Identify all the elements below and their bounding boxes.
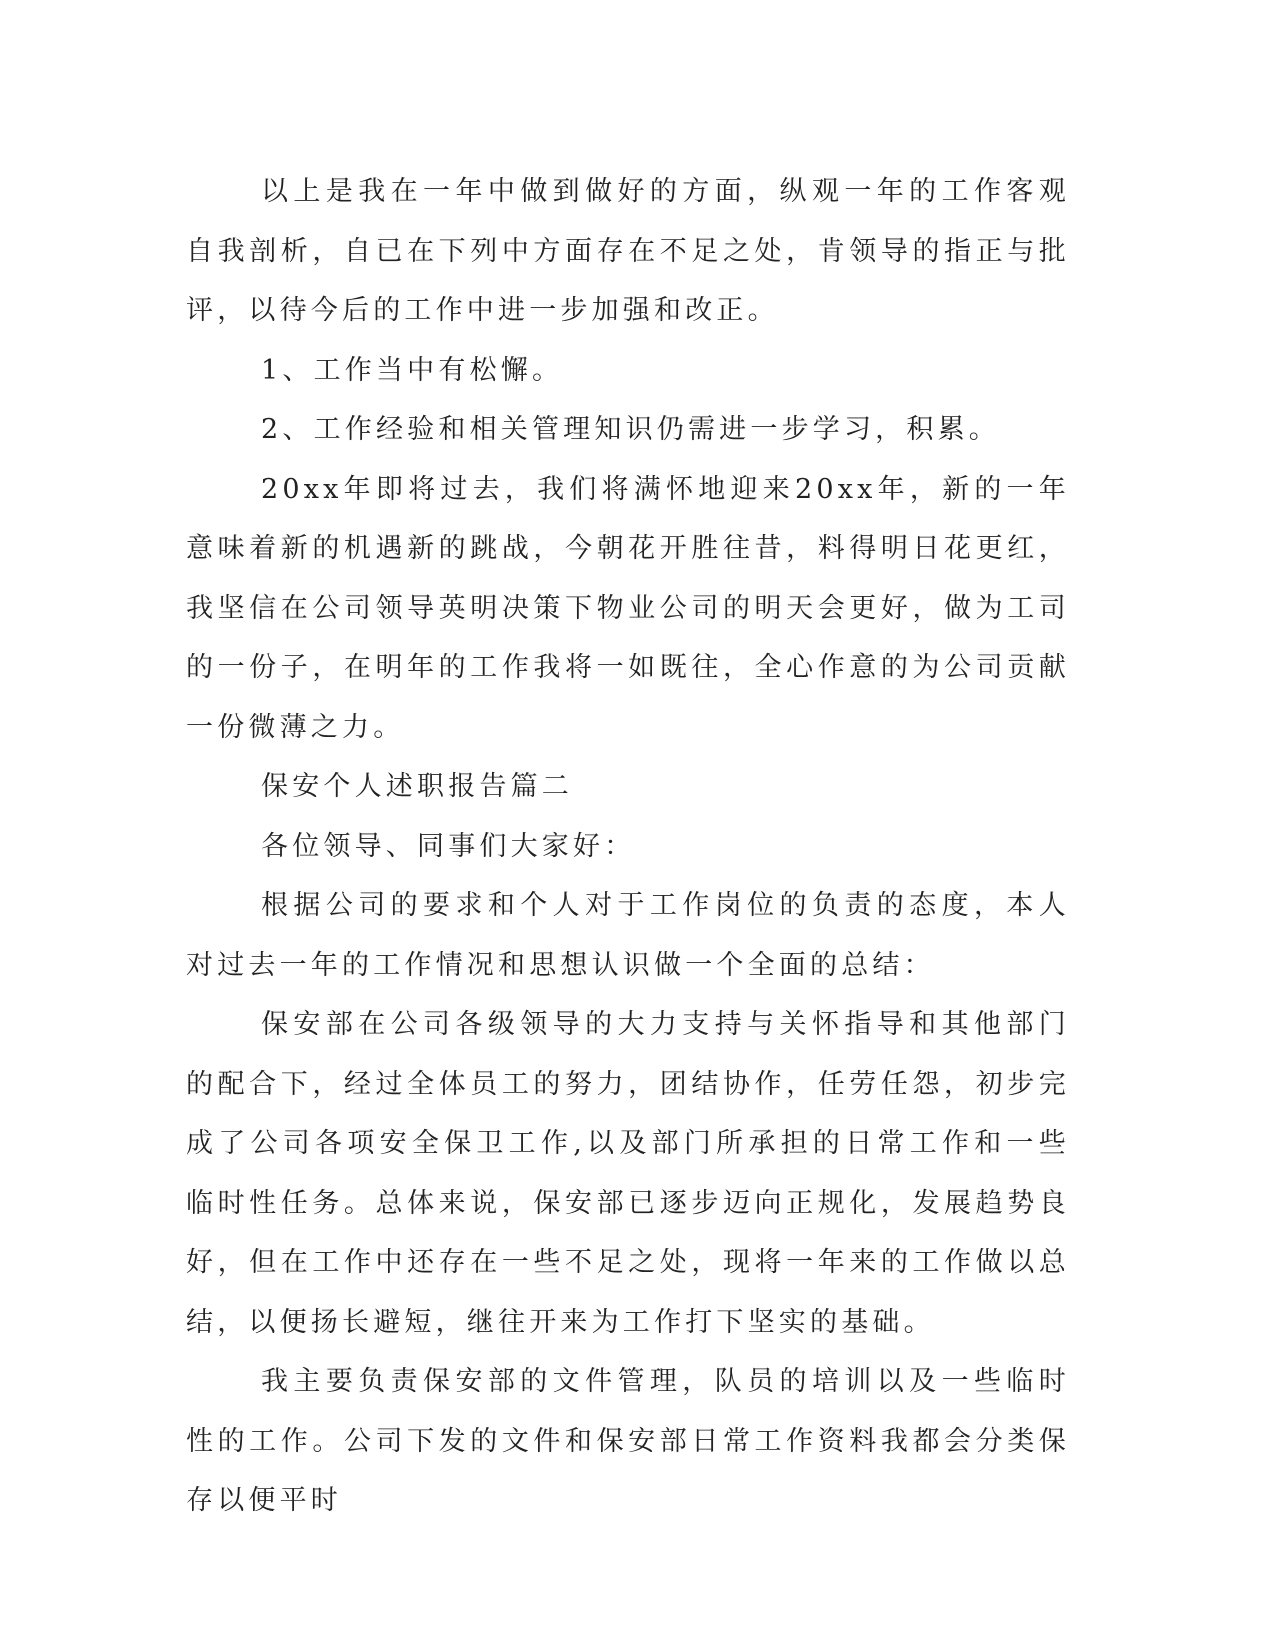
- paragraph-duties: 我主要负责保安部的文件管理，队员的培训以及一些临时性的工作。公司下发的文件和保安部日常工作资料我都会分类保存以便平时: [186, 1366, 1070, 1516]
- paragraph-new-year-outlook: 20xx年即将过去，我们将满怀地迎来20xx年，新的一年意味着新的机遇新的跳战，今朝花开胜往昔，料得明日花更红，我坚信在公司领导英明决策下物业公司的明天会更好，做为工司的一份子，在明年的工作我将一如既往，全心作意的为公司贡献一份微薄之力。: [186, 473, 1070, 743]
- paragraph-introduction: 根据公司的要求和个人对于工作岗位的负责的态度，本人对过去一年的工作情况和思想认识做一个全面的总结：: [186, 890, 1070, 981]
- paragraph-shortcoming-2: 2、工作经验和相关管理知识仍需进一步学习，积累。: [261, 414, 1000, 445]
- paragraph-shortcoming-1: 1、工作当中有松懈。: [261, 354, 564, 386]
- paragraph-greeting: 各位领导、同事们大家好：: [261, 830, 636, 862]
- paragraph-self-assessment: 以上是我在一年中做到做好的方面，纵观一年的工作客观自我剖析，自已在下列中方面存在不足之处，肯领导的指正与批评，以待今后的工作中进一步加强和改正。: [186, 176, 1070, 326]
- paragraph-department-summary: 保安部在公司各级领导的大力支持与关怀指导和其他部门的配合下，经过全体员工的努力，团结协作，任劳任怨，初步完成了公司各项安全保卫工作,以及部门所承担的日常工作和一些临时性任务。总体来说，保安部已逐步迈向正规化，发展趋势良好，但在工作中还存在一些不足之处，现将一年来的工作做以总结，以便扬长避短，继往开来为工作打下坚实的基础。: [186, 1009, 1070, 1338]
- document-body: [186, 162, 1070, 1531]
- section-heading: 保安个人述职报告篇二: [261, 771, 573, 802]
